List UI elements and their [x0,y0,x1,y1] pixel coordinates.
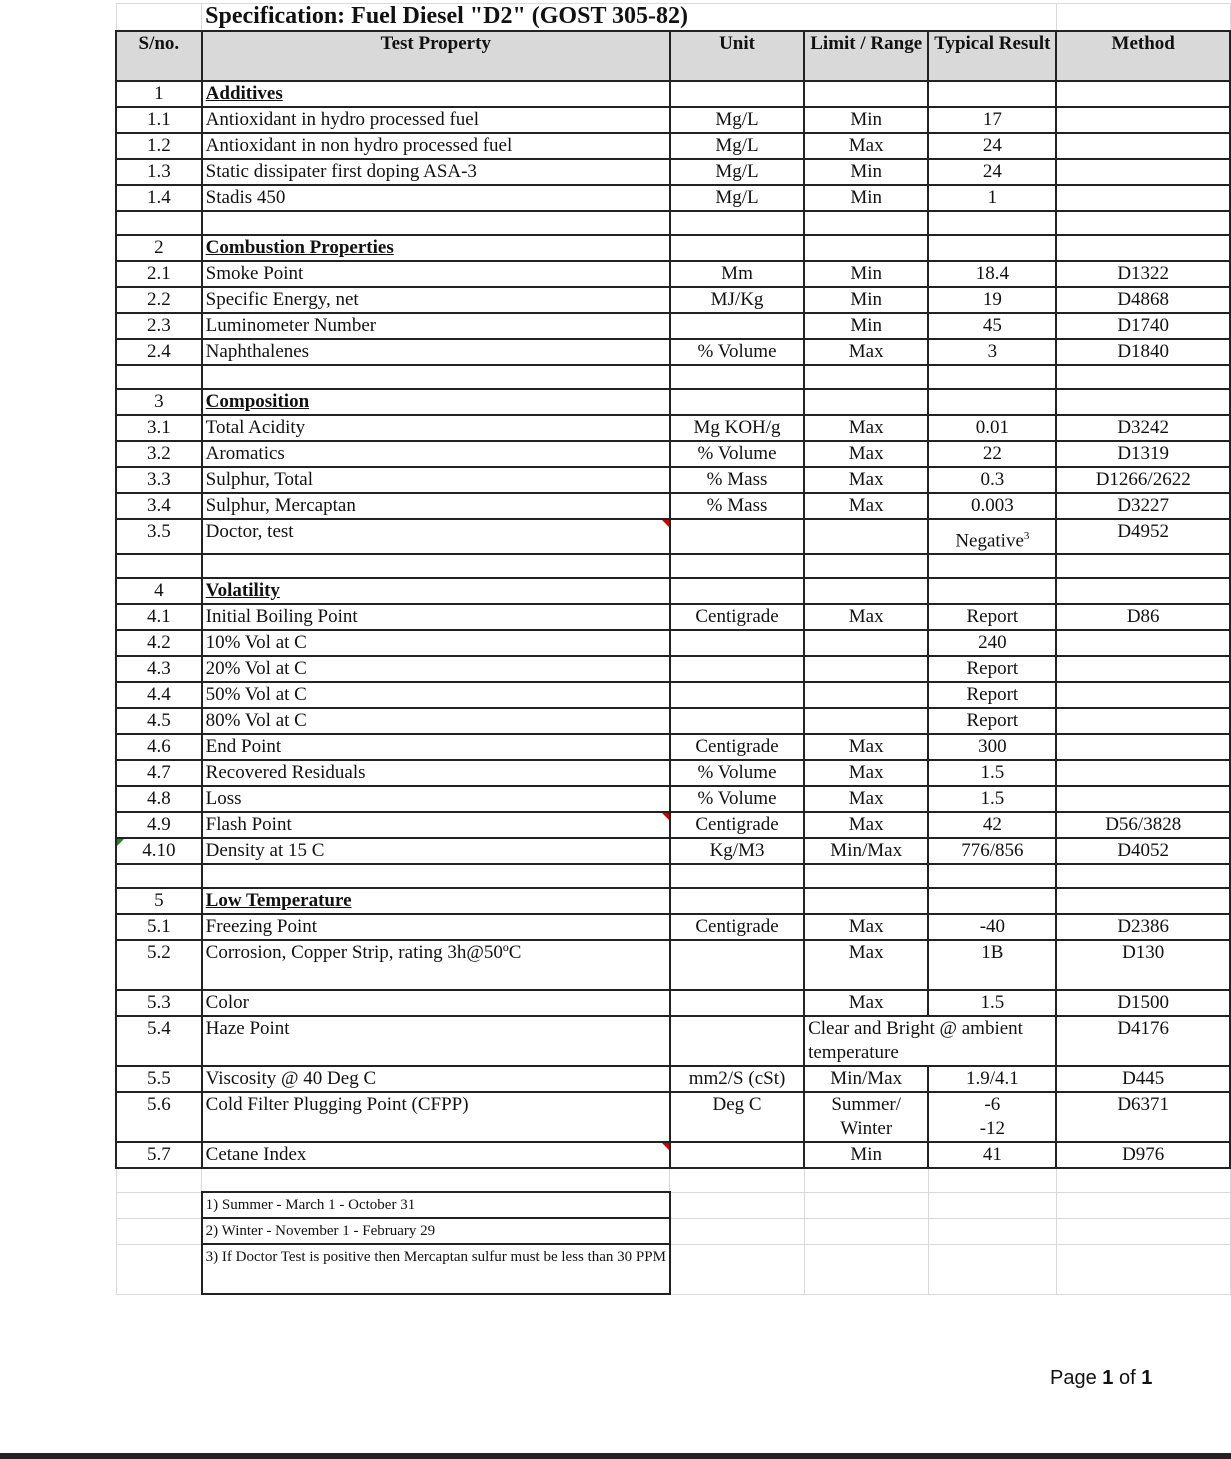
row-unit: Mg/L [670,185,804,211]
row-method: D2386 [1056,914,1230,940]
row-property: Haze Point [202,1016,670,1066]
table-row [116,185,1230,211]
row-unit: Kg/M3 [670,838,804,864]
table-row [116,519,1230,554]
row-limit: Min [804,287,928,313]
section-number: 2 [116,235,202,261]
row-limit: Max [804,940,928,990]
row-unit [670,630,804,656]
row-number: 4.1 [116,604,202,630]
table-row [116,914,1230,940]
table-row [116,630,1230,656]
row-result-summer: -6 [984,1094,1001,1116]
row-number: 5.3 [116,990,202,1016]
page-total: 1 [1141,1367,1153,1389]
row-method [1056,656,1230,682]
note-row [116,1244,1230,1294]
row-number: 5.7 [116,1142,202,1168]
row-number: 4.2 [116,630,202,656]
row-property: End Point [202,734,670,760]
row-number: 4.6 [116,734,202,760]
row-result: 3 [928,339,1056,365]
row-method: D6371 [1056,1092,1230,1142]
row-unit: % Mass [670,493,804,519]
table-row [116,339,1230,365]
row-method [1056,159,1230,185]
table-row [116,786,1230,812]
row-unit: Mg/L [670,159,804,185]
row-unit [670,519,804,554]
table-row [116,682,1230,708]
row-number: 4.8 [116,786,202,812]
row-property: Doctor, test [202,519,670,554]
row-limit: Min [804,1142,928,1168]
row-method [1056,760,1230,786]
row-number: 3.4 [116,493,202,519]
section-row [116,389,1230,415]
row-result: Report [928,604,1056,630]
page-current: 1 [1102,1367,1114,1389]
row-method: D1319 [1056,441,1230,467]
row-result: 18.4 [928,261,1056,287]
row-number: 1.4 [116,185,202,211]
row-limit: Min [804,261,928,287]
table-row [116,441,1230,467]
row-limit: Max [804,339,928,365]
page-title: Specification: Fuel Diesel "D2" (GOST 305-82) [202,4,1057,32]
row-result [928,519,1056,554]
row-method [1056,734,1230,760]
section-number: 3 [116,389,202,415]
row-property: Naphthalenes [202,339,670,365]
row-number: 2.2 [116,287,202,313]
row-limit: Min [804,313,928,339]
row-result: 776/856 [928,838,1056,864]
table-row [116,1092,1230,1142]
row-limit: Max [804,786,928,812]
row-unit: Centigrade [670,812,804,838]
table-row [116,261,1230,287]
row-number: 1.2 [116,133,202,159]
title-spacer [116,4,202,32]
row-result [928,1092,1056,1142]
table-row [116,760,1230,786]
row-unit [670,656,804,682]
spacer-row [116,554,1230,578]
row-limit: Max [804,734,928,760]
row-number: 4.4 [116,682,202,708]
row-result: -40 [928,914,1056,940]
row-unit: Mm [670,261,804,287]
table-row [116,656,1230,682]
row-result: 41 [928,1142,1056,1168]
header-typical: Typical Result [928,31,1056,81]
row-number: 3.3 [116,467,202,493]
row-unit: % Volume [670,339,804,365]
row-property: Viscosity @ 40 Deg C [202,1066,670,1092]
row-property: 10% Vol at C [202,630,670,656]
table-row [116,940,1230,990]
row-method: D130 [1056,940,1230,990]
section-name: Combustion Properties [202,235,670,261]
row-property: 20% Vol at C [202,656,670,682]
row-property: Flash Point [202,812,670,838]
table-row [116,838,1230,864]
table-row [116,708,1230,734]
row-number: 5.5 [116,1066,202,1092]
table-row [116,734,1230,760]
row-method: D56/3828 [1056,812,1230,838]
section-number: 1 [116,81,202,107]
row-result: 0.01 [928,415,1056,441]
row-result: 42 [928,812,1056,838]
row-limit: Max [804,604,928,630]
header-method: Method [1056,31,1230,81]
row-property: Antioxidant in hydro processed fuel [202,107,670,133]
row-unit: Deg C [670,1092,804,1142]
note-row [116,1192,1230,1218]
row-result: 45 [928,313,1056,339]
row-property: Antioxidant in non hydro processed fuel [202,133,670,159]
spacer-row [116,211,1230,235]
bottom-border [0,1453,1231,1459]
row-limit: Max [804,467,928,493]
section-name: Volatility [202,578,670,604]
row-limit: Min [804,185,928,211]
header-limit: Limit / Range [804,31,928,81]
row-limit: Min [804,159,928,185]
footnote-marker: 3 [1023,530,1030,542]
row-unit: MJ/Kg [670,287,804,313]
table-row [116,1142,1230,1168]
row-property: Static dissipater first doping ASA-3 [202,159,670,185]
row-limit: Max [804,812,928,838]
row-result: 1 [928,185,1056,211]
row-number: 2.1 [116,261,202,287]
row-unit: Mg KOH/g [670,415,804,441]
row-number: 4.9 [116,812,202,838]
page-prefix: Page [1050,1367,1097,1389]
header-unit: Unit [670,31,804,81]
row-limit [804,682,928,708]
row-unit [670,1016,804,1066]
row-unit: % Volume [670,786,804,812]
section-row [116,578,1230,604]
row-limit: Min [804,107,928,133]
row-number: 4.5 [116,708,202,734]
row-method: D976 [1056,1142,1230,1168]
title-spacer [1056,4,1230,32]
table-row [116,604,1230,630]
row-unit [670,940,804,990]
header-property: Test Property [202,31,670,81]
row-result: 1.5 [928,760,1056,786]
note-row [116,1218,1230,1244]
row-unit: % Mass [670,467,804,493]
table-row [116,467,1230,493]
table-row [116,159,1230,185]
row-unit: % Volume [670,441,804,467]
row-property: Freezing Point [202,914,670,940]
section-name: Additives [202,81,670,107]
row-property: Cold Filter Plugging Point (CFPP) [202,1092,670,1142]
row-property: Density at 15 C [202,838,670,864]
row-limit [804,630,928,656]
row-result: Report [928,656,1056,682]
section-name: Low Temperature [202,888,670,914]
row-unit: Centigrade [670,914,804,940]
row-property: Stadis 450 [202,185,670,211]
page-number [1050,1367,1152,1390]
row-number: 4.7 [116,760,202,786]
note-2: 2) Winter - November 1 - February 29 [202,1218,670,1244]
row-property: Recovered Residuals [202,760,670,786]
row-result: 1B [928,940,1056,990]
row-method: D1322 [1056,261,1230,287]
row-limit: Max [804,914,928,940]
row-method [1056,133,1230,159]
row-method [1056,708,1230,734]
row-result-text: Negative [955,530,1024,552]
row-limit: Min/Max [804,1066,928,1092]
row-method: D1266/2622 [1056,467,1230,493]
row-method [1056,786,1230,812]
row-result: 1.5 [928,990,1056,1016]
row-result: 19 [928,287,1056,313]
table-row [116,107,1230,133]
row-method: D3227 [1056,493,1230,519]
row-limit: Max [804,760,928,786]
table-row [116,313,1230,339]
section-name: Composition [202,389,670,415]
row-unit: % Volume [670,760,804,786]
page-of: of [1118,1367,1136,1389]
row-method: D1740 [1056,313,1230,339]
row-unit: Centigrade [670,734,804,760]
row-number: 5.6 [116,1092,202,1142]
row-result: Report [928,708,1056,734]
spacer-row [116,864,1230,888]
row-result: 1.9/4.1 [928,1066,1056,1092]
row-result: 0.3 [928,467,1056,493]
row-number: 2.4 [116,339,202,365]
row-method: D4952 [1056,519,1230,554]
row-number: 5.2 [116,940,202,990]
row-property: Total Acidity [202,415,670,441]
row-limit: Max [804,133,928,159]
row-property: 80% Vol at C [202,708,670,734]
row-property: Loss [202,786,670,812]
row-method [1056,630,1230,656]
note-1: 1) Summer - March 1 - October 31 [202,1192,670,1218]
section-row [116,235,1230,261]
row-method: D86 [1056,604,1230,630]
table-row [116,287,1230,313]
row-method: D3242 [1056,415,1230,441]
section-number: 5 [116,888,202,914]
spacer-row [116,365,1230,389]
row-number: 1.1 [116,107,202,133]
row-result: 24 [928,159,1056,185]
row-property: Specific Energy, net [202,287,670,313]
row-property: 50% Vol at C [202,682,670,708]
row-method [1056,682,1230,708]
row-unit: Centigrade [670,604,804,630]
section-number: 4 [116,578,202,604]
spacer-row [116,1168,1230,1192]
row-limit: Summer/ Winter [804,1092,928,1142]
row-property: Corrosion, Copper Strip, rating 3h@50ºC [202,940,670,990]
table-row [116,990,1230,1016]
table-row [116,812,1230,838]
table-row [116,1016,1230,1066]
row-number: 5.4 [116,1016,202,1066]
table-row [116,493,1230,519]
row-method: D4176 [1056,1016,1230,1066]
row-unit: mm2/S (cSt) [670,1066,804,1092]
section-row [116,81,1230,107]
row-unit [670,313,804,339]
row-limit: Max [804,493,928,519]
row-unit [670,682,804,708]
row-method: D445 [1056,1066,1230,1092]
header-sno: S/no. [116,31,202,81]
row-unit [670,708,804,734]
row-method: D4868 [1056,287,1230,313]
row-limit: Max [804,990,928,1016]
row-result: 0.003 [928,493,1056,519]
row-method [1056,185,1230,211]
row-limit [804,708,928,734]
row-result: Report [928,682,1056,708]
row-result: 1.5 [928,786,1056,812]
row-property: Aromatics [202,441,670,467]
table-row [116,415,1230,441]
table-row [116,1066,1230,1092]
row-method: D4052 [1056,838,1230,864]
row-limit: Max [804,415,928,441]
row-property: Color [202,990,670,1016]
row-method: D1500 [1056,990,1230,1016]
row-unit: Mg/L [670,133,804,159]
row-number: 3.2 [116,441,202,467]
row-method [1056,107,1230,133]
row-result: 240 [928,630,1056,656]
row-unit [670,990,804,1016]
row-property: Sulphur, Total [202,467,670,493]
spec-table [115,3,1231,1295]
row-result: 300 [928,734,1056,760]
row-number: 3.1 [116,415,202,441]
row-result: 17 [928,107,1056,133]
row-number: 4.3 [116,656,202,682]
row-unit [670,1142,804,1168]
row-property: Sulphur, Mercaptan [202,493,670,519]
row-limit-result: Clear and Bright @ ambient temperature [804,1016,1056,1066]
row-result-winter: -12 [979,1118,1006,1140]
table-row [116,133,1230,159]
row-number: 2.3 [116,313,202,339]
row-method: D1840 [1056,339,1230,365]
row-number: 4.10 [116,838,202,864]
row-result: 22 [928,441,1056,467]
row-unit: Mg/L [670,107,804,133]
section-row [116,888,1230,914]
row-property: Smoke Point [202,261,670,287]
note-3: 3) If Doctor Test is positive then Mercaptan sulfur must be less than 30 PPM [202,1244,670,1294]
row-result: 24 [928,133,1056,159]
row-limit [804,519,928,554]
row-limit: Min/Max [804,838,928,864]
row-limit: Max [804,441,928,467]
row-property: Luminometer Number [202,313,670,339]
row-property: Cetane Index [202,1142,670,1168]
row-limit [804,656,928,682]
row-number: 3.5 [116,519,202,554]
row-property: Initial Boiling Point [202,604,670,630]
row-number: 1.3 [116,159,202,185]
row-number: 5.1 [116,914,202,940]
